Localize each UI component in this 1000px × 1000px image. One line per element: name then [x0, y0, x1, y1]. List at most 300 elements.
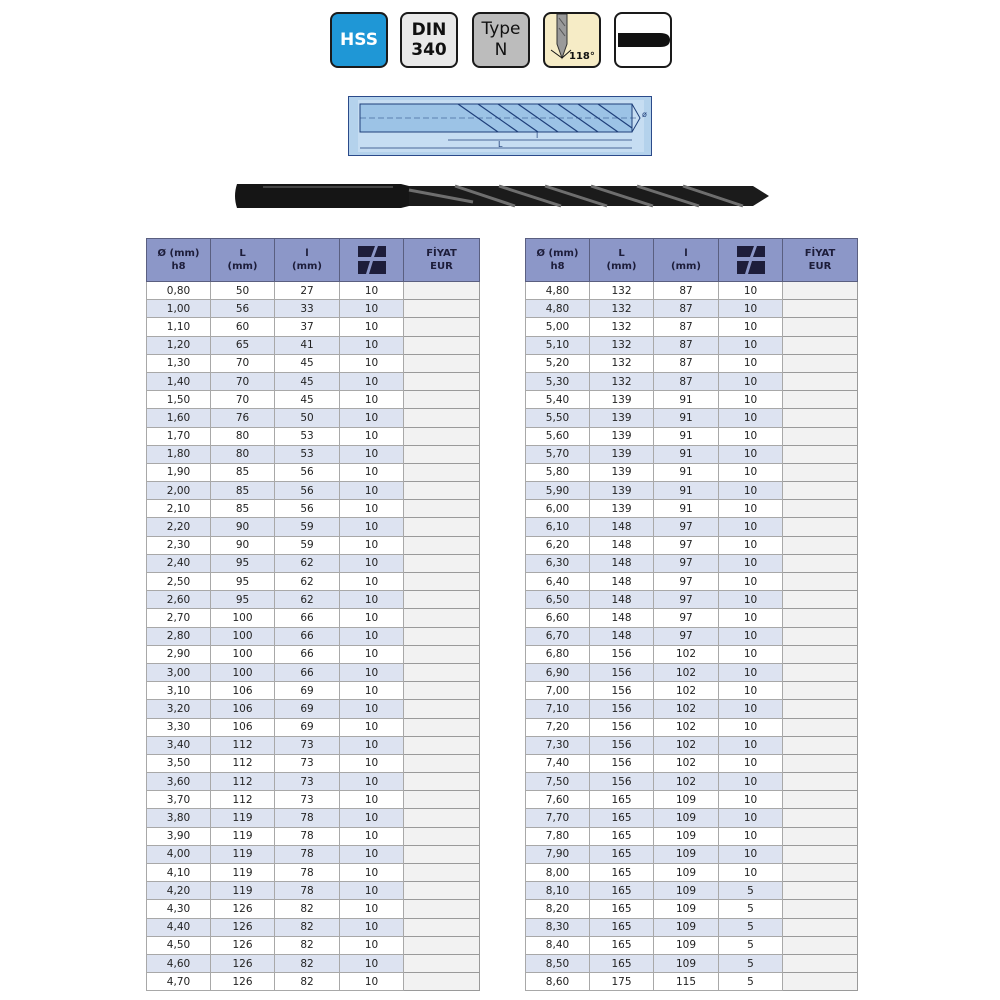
cell-package-quantity: 10: [340, 518, 404, 536]
cell-price: [404, 773, 480, 791]
table-row: [526, 791, 858, 809]
cell-package-quantity: 5: [719, 918, 783, 936]
cell-package-quantity: 10: [719, 318, 783, 336]
cell-flute-length: 97: [654, 627, 719, 645]
cell-price: [783, 318, 858, 336]
table-row: [147, 318, 480, 336]
table-row: [526, 391, 858, 409]
cell-flute-length: 102: [654, 754, 719, 772]
cell-diameter: 6,40: [526, 573, 590, 591]
cell-package-quantity: 10: [340, 918, 404, 936]
cell-diameter: 3,00: [147, 663, 211, 681]
table-row: [147, 918, 480, 936]
cell-price: [783, 573, 858, 591]
cell-total-length: 165: [590, 845, 654, 863]
cell-price: [783, 663, 858, 681]
cell-price: [404, 445, 480, 463]
cell-price: [404, 354, 480, 372]
header-flute-length: l (mm): [275, 239, 340, 282]
cell-flute-length: 91: [654, 463, 719, 481]
cell-flute-length: 78: [275, 827, 340, 845]
cell-price: [783, 282, 858, 300]
cell-flute-length: 73: [275, 754, 340, 772]
table-row: [526, 445, 858, 463]
header-diameter: Ø (mm) h8: [147, 239, 211, 282]
cell-diameter: 3,80: [147, 809, 211, 827]
cell-package-quantity: 10: [340, 864, 404, 882]
drill-point-angle-icon: [545, 14, 599, 66]
cell-package-quantity: 10: [340, 354, 404, 372]
cell-package-quantity: 10: [719, 627, 783, 645]
cell-diameter: 1,60: [147, 409, 211, 427]
cell-flute-length: 78: [275, 864, 340, 882]
cell-flute-length: 37: [275, 318, 340, 336]
cell-package-quantity: 10: [719, 500, 783, 518]
cell-package-quantity: 5: [719, 900, 783, 918]
cell-diameter: 6,60: [526, 609, 590, 627]
cell-package-quantity: 10: [340, 372, 404, 390]
table-row: [526, 845, 858, 863]
cell-price: [783, 973, 858, 991]
cell-total-length: 132: [590, 282, 654, 300]
cell-price: [404, 736, 480, 754]
table-row: [147, 864, 480, 882]
table-row: [147, 682, 480, 700]
table-row: [526, 372, 858, 390]
cell-price: [404, 809, 480, 827]
cell-package-quantity: 10: [719, 663, 783, 681]
cell-total-length: 119: [211, 809, 275, 827]
cell-diameter: 6,10: [526, 518, 590, 536]
cell-flute-length: 56: [275, 482, 340, 500]
cell-total-length: 106: [211, 700, 275, 718]
table-row: [526, 518, 858, 536]
cell-flute-length: 82: [275, 918, 340, 936]
cell-total-length: 100: [211, 663, 275, 681]
cell-diameter: 6,00: [526, 500, 590, 518]
cell-flute-length: 45: [275, 391, 340, 409]
table-row: [147, 954, 480, 972]
cell-price: [404, 645, 480, 663]
cell-total-length: 148: [590, 536, 654, 554]
cell-diameter: 7,50: [526, 773, 590, 791]
cell-diameter: 4,50: [147, 936, 211, 954]
din-badge-line1: DIN: [411, 20, 447, 40]
cell-diameter: 7,70: [526, 809, 590, 827]
cell-flute-length: 66: [275, 609, 340, 627]
cell-package-quantity: 10: [340, 973, 404, 991]
cell-diameter: 6,70: [526, 627, 590, 645]
cell-price: [783, 936, 858, 954]
cell-flute-length: 50: [275, 409, 340, 427]
cell-diameter: 1,80: [147, 445, 211, 463]
cell-price: [783, 518, 858, 536]
cell-flute-length: 45: [275, 372, 340, 390]
cell-total-length: 139: [590, 445, 654, 463]
table-row: [147, 591, 480, 609]
cell-flute-length: 69: [275, 700, 340, 718]
cell-total-length: 165: [590, 809, 654, 827]
cell-package-quantity: 10: [340, 936, 404, 954]
shank-badge: [614, 12, 672, 68]
hss-badge: [330, 12, 388, 68]
cell-flute-length: 62: [275, 573, 340, 591]
cell-package-quantity: 10: [340, 500, 404, 518]
cell-package-quantity: 10: [719, 736, 783, 754]
cell-total-length: 112: [211, 791, 275, 809]
table-row: [147, 500, 480, 518]
cell-diameter: 1,30: [147, 354, 211, 372]
cell-flute-length: 62: [275, 591, 340, 609]
cell-flute-length: 53: [275, 427, 340, 445]
cell-total-length: 95: [211, 591, 275, 609]
cell-package-quantity: 10: [340, 409, 404, 427]
cell-flute-length: 91: [654, 427, 719, 445]
cell-total-length: 148: [590, 573, 654, 591]
cell-diameter: 4,70: [147, 973, 211, 991]
cell-diameter: 6,20: [526, 536, 590, 554]
table-row: [147, 427, 480, 445]
cell-flute-length: 97: [654, 573, 719, 591]
cell-package-quantity: 10: [719, 372, 783, 390]
cell-diameter: 8,10: [526, 882, 590, 900]
cell-total-length: 156: [590, 682, 654, 700]
cell-price: [404, 936, 480, 954]
cell-total-length: 100: [211, 609, 275, 627]
cell-package-quantity: 10: [719, 791, 783, 809]
cell-diameter: 2,20: [147, 518, 211, 536]
cell-price: [404, 609, 480, 627]
table-row: [526, 482, 858, 500]
table-row: [526, 700, 858, 718]
drill-bit-image: [233, 176, 769, 216]
type-badge-line2: N: [494, 40, 508, 60]
cell-total-length: 80: [211, 445, 275, 463]
table-row: [526, 754, 858, 772]
cell-package-quantity: 10: [719, 754, 783, 772]
cell-price: [404, 409, 480, 427]
cell-package-quantity: 10: [719, 718, 783, 736]
cell-flute-length: 109: [654, 882, 719, 900]
cell-flute-length: 97: [654, 591, 719, 609]
cell-flute-length: 87: [654, 300, 719, 318]
header-price: FİYAT EUR: [783, 239, 858, 282]
total-length-label: L: [498, 140, 503, 149]
package-quantity-icon: [355, 243, 389, 277]
cell-diameter: 6,80: [526, 645, 590, 663]
table-row: [526, 554, 858, 572]
cell-package-quantity: 10: [340, 845, 404, 863]
cell-diameter: 4,10: [147, 864, 211, 882]
cell-package-quantity: 10: [719, 282, 783, 300]
cell-total-length: 156: [590, 718, 654, 736]
cell-total-length: 56: [211, 300, 275, 318]
cell-diameter: 7,20: [526, 718, 590, 736]
cell-package-quantity: 5: [719, 936, 783, 954]
cell-price: [404, 318, 480, 336]
cell-price: [404, 591, 480, 609]
cell-diameter: 7,10: [526, 700, 590, 718]
table-row: [147, 773, 480, 791]
cell-diameter: 1,50: [147, 391, 211, 409]
cell-price: [783, 536, 858, 554]
cell-price: [404, 391, 480, 409]
din-badge-line2: 340: [411, 40, 447, 60]
cell-package-quantity: 10: [340, 609, 404, 627]
cell-flute-length: 102: [654, 663, 719, 681]
cell-total-length: 132: [590, 354, 654, 372]
cell-flute-length: 91: [654, 445, 719, 463]
cell-diameter: 3,50: [147, 754, 211, 772]
cell-diameter: 1,10: [147, 318, 211, 336]
table-row: [526, 900, 858, 918]
table-row: [526, 573, 858, 591]
cell-price: [783, 500, 858, 518]
cell-flute-length: 109: [654, 864, 719, 882]
cell-price: [783, 845, 858, 863]
table-row: [526, 300, 858, 318]
cell-price: [404, 482, 480, 500]
cell-price: [404, 682, 480, 700]
cell-diameter: 8,00: [526, 864, 590, 882]
cell-diameter: 3,90: [147, 827, 211, 845]
cell-total-length: 90: [211, 518, 275, 536]
cell-total-length: 132: [590, 318, 654, 336]
cell-flute-length: 109: [654, 827, 719, 845]
cell-price: [783, 864, 858, 882]
table-header-row: [147, 239, 480, 282]
cell-package-quantity: 10: [340, 482, 404, 500]
cell-total-length: 119: [211, 845, 275, 863]
cell-total-length: 139: [590, 500, 654, 518]
cell-diameter: 7,60: [526, 791, 590, 809]
table-row: [147, 536, 480, 554]
cell-diameter: 6,30: [526, 554, 590, 572]
cell-package-quantity: 10: [719, 554, 783, 572]
table-row: [526, 645, 858, 663]
cell-total-length: 165: [590, 954, 654, 972]
cell-flute-length: 109: [654, 791, 719, 809]
cell-flute-length: 45: [275, 354, 340, 372]
cell-flute-length: 115: [654, 973, 719, 991]
cell-total-length: 106: [211, 718, 275, 736]
cell-diameter: 8,40: [526, 936, 590, 954]
table-row: [526, 463, 858, 481]
cell-total-length: 165: [590, 882, 654, 900]
cell-total-length: 148: [590, 518, 654, 536]
table-row: [147, 627, 480, 645]
cell-diameter: 3,30: [147, 718, 211, 736]
cell-price: [404, 300, 480, 318]
cell-package-quantity: 10: [340, 391, 404, 409]
cell-flute-length: 91: [654, 500, 719, 518]
cell-price: [404, 864, 480, 882]
cell-flute-length: 41: [275, 336, 340, 354]
cell-price: [783, 354, 858, 372]
cell-flute-length: 66: [275, 645, 340, 663]
cell-flute-length: 109: [654, 845, 719, 863]
cell-package-quantity: 10: [340, 300, 404, 318]
cell-flute-length: 102: [654, 718, 719, 736]
cell-package-quantity: 10: [719, 427, 783, 445]
table-row: [147, 736, 480, 754]
cell-diameter: 4,20: [147, 882, 211, 900]
table-row: [147, 791, 480, 809]
cell-package-quantity: 10: [340, 809, 404, 827]
cell-price: [404, 554, 480, 572]
table-row: [147, 645, 480, 663]
cell-diameter: 5,00: [526, 318, 590, 336]
cell-diameter: 7,40: [526, 754, 590, 772]
table-row: [526, 773, 858, 791]
cell-diameter: 3,60: [147, 773, 211, 791]
header-flute-length: l (mm): [654, 239, 719, 282]
cell-flute-length: 102: [654, 700, 719, 718]
cell-package-quantity: 10: [719, 827, 783, 845]
cell-total-length: 85: [211, 463, 275, 481]
cell-flute-length: 87: [654, 354, 719, 372]
cell-price: [404, 336, 480, 354]
cell-total-length: 126: [211, 954, 275, 972]
angle-label: 118°: [569, 51, 595, 62]
cell-diameter: 2,10: [147, 500, 211, 518]
cell-package-quantity: 10: [719, 609, 783, 627]
cell-flute-length: 109: [654, 918, 719, 936]
cell-price: [783, 482, 858, 500]
drill-point-angle-badge: [543, 12, 601, 68]
cell-flute-length: 109: [654, 936, 719, 954]
table-row: [526, 627, 858, 645]
table-row: [526, 318, 858, 336]
cell-total-length: 165: [590, 791, 654, 809]
table-header-row: [526, 239, 858, 282]
flute-length-label: l: [536, 131, 539, 140]
cell-package-quantity: 10: [340, 573, 404, 591]
table-row: [147, 409, 480, 427]
cell-diameter: 7,90: [526, 845, 590, 863]
cell-total-length: 156: [590, 773, 654, 791]
cell-price: [783, 754, 858, 772]
cell-price: [783, 736, 858, 754]
cell-diameter: 2,50: [147, 573, 211, 591]
cell-diameter: 6,90: [526, 663, 590, 681]
cell-total-length: 165: [590, 827, 654, 845]
cell-price: [783, 427, 858, 445]
cylindrical-shank-icon: [616, 14, 670, 66]
cell-price: [404, 845, 480, 863]
cell-total-length: 165: [590, 918, 654, 936]
cell-diameter: 4,30: [147, 900, 211, 918]
cell-diameter: 7,80: [526, 827, 590, 845]
drill-size-table-right: [525, 238, 858, 991]
cell-flute-length: 91: [654, 409, 719, 427]
cell-total-length: 139: [590, 391, 654, 409]
cell-package-quantity: 10: [719, 682, 783, 700]
cell-price: [404, 282, 480, 300]
cell-package-quantity: 5: [719, 954, 783, 972]
cell-diameter: 4,40: [147, 918, 211, 936]
cell-flute-length: 69: [275, 718, 340, 736]
cell-price: [404, 882, 480, 900]
cell-package-quantity: 5: [719, 882, 783, 900]
table-row: [147, 391, 480, 409]
table-row: [147, 282, 480, 300]
cell-flute-length: 56: [275, 500, 340, 518]
cell-total-length: 126: [211, 936, 275, 954]
cell-package-quantity: 10: [719, 536, 783, 554]
spec-badges: [330, 12, 674, 72]
cell-diameter: 4,60: [147, 954, 211, 972]
cell-price: [783, 336, 858, 354]
table-row: [526, 973, 858, 991]
cell-price: [404, 973, 480, 991]
cell-flute-length: 73: [275, 736, 340, 754]
cell-total-length: 132: [590, 300, 654, 318]
cell-package-quantity: 10: [719, 809, 783, 827]
cell-flute-length: 109: [654, 900, 719, 918]
cell-diameter: 3,20: [147, 700, 211, 718]
cell-price: [783, 700, 858, 718]
cell-package-quantity: 10: [340, 427, 404, 445]
cell-total-length: 156: [590, 754, 654, 772]
cell-flute-length: 82: [275, 900, 340, 918]
cell-flute-length: 91: [654, 482, 719, 500]
cell-diameter: 2,70: [147, 609, 211, 627]
cell-price: [404, 918, 480, 936]
table-row: [147, 973, 480, 991]
cell-diameter: 5,60: [526, 427, 590, 445]
table-row: [526, 718, 858, 736]
cell-price: [783, 827, 858, 845]
cell-diameter: 0,80: [147, 282, 211, 300]
cell-diameter: 3,10: [147, 682, 211, 700]
cell-flute-length: 59: [275, 518, 340, 536]
cell-total-length: 156: [590, 663, 654, 681]
cell-price: [404, 627, 480, 645]
cell-package-quantity: 10: [719, 409, 783, 427]
table-row: [526, 882, 858, 900]
cell-diameter: 5,30: [526, 372, 590, 390]
cell-price: [783, 445, 858, 463]
cell-price: [404, 827, 480, 845]
table-row: [526, 500, 858, 518]
cell-package-quantity: 10: [340, 463, 404, 481]
table-row: [147, 700, 480, 718]
table-row: [526, 864, 858, 882]
cell-package-quantity: 10: [340, 682, 404, 700]
cell-price: [404, 663, 480, 681]
cell-flute-length: 78: [275, 882, 340, 900]
cell-price: [783, 918, 858, 936]
cell-price: [404, 372, 480, 390]
cell-package-quantity: 10: [340, 554, 404, 572]
cell-package-quantity: 10: [340, 736, 404, 754]
table-row: [147, 754, 480, 772]
cell-package-quantity: 10: [340, 954, 404, 972]
cell-diameter: 5,10: [526, 336, 590, 354]
cell-package-quantity: 10: [340, 791, 404, 809]
cell-flute-length: 87: [654, 282, 719, 300]
cell-package-quantity: 10: [340, 900, 404, 918]
cell-diameter: 1,20: [147, 336, 211, 354]
cell-flute-length: 82: [275, 973, 340, 991]
cell-price: [404, 427, 480, 445]
drill-technical-diagram: [348, 96, 652, 156]
table-row: [147, 336, 480, 354]
cell-flute-length: 82: [275, 954, 340, 972]
cell-diameter: 1,00: [147, 300, 211, 318]
cell-package-quantity: 10: [719, 573, 783, 591]
